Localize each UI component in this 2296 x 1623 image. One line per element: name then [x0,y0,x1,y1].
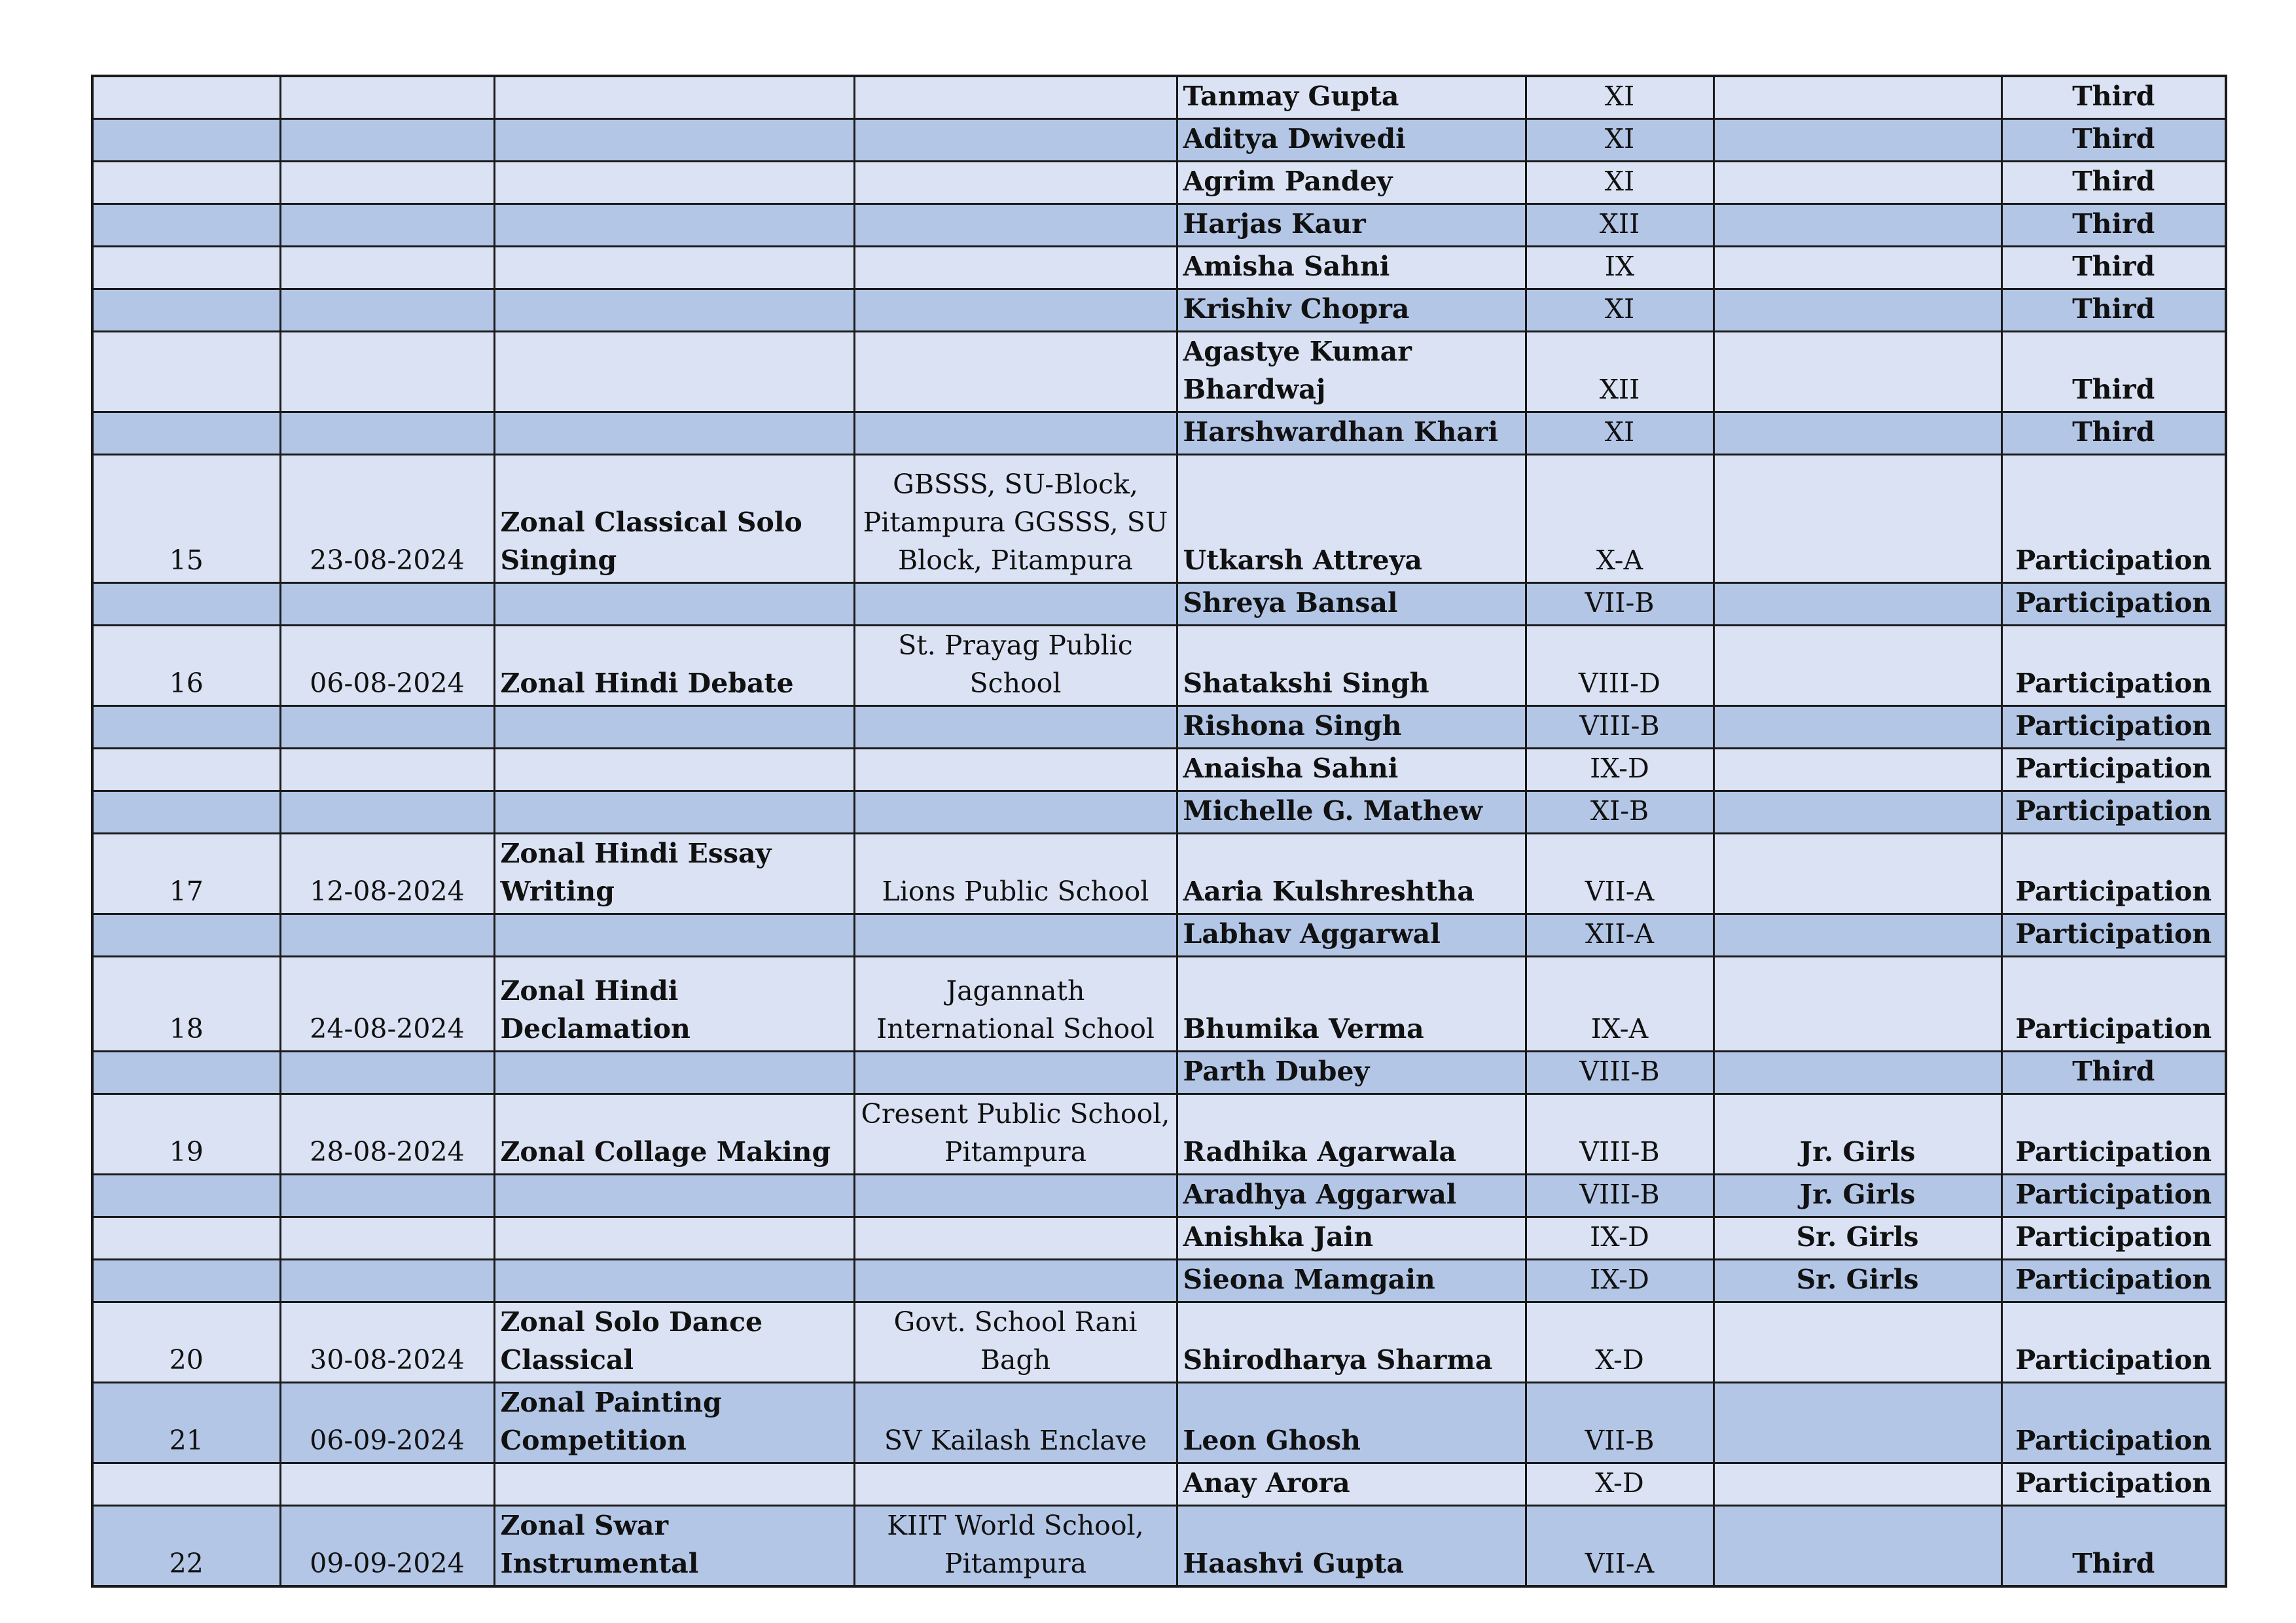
class-cell: XI [1526,412,1713,455]
result-cell: Participation [2001,749,2226,791]
result-cell: Third [2001,332,2226,412]
serial-number-cell [92,1463,280,1506]
date-cell [280,1052,494,1094]
venue-cell: GBSSS, SU-Block, Pitampura GGSSS, SU Block, Pitampura [854,455,1177,583]
table-row [92,957,2226,1052]
serial-number-cell [92,583,280,626]
event-cell [494,749,854,791]
result-cell: Participation [2001,1383,2226,1463]
serial-number-cell [92,119,280,162]
student-name-cell: Harjas Kaur [1177,204,1526,247]
serial-number-cell [92,204,280,247]
event-cell: Zonal Swar Instrumental [494,1506,854,1587]
serial-number-cell: 15 [92,455,280,583]
category-cell [1713,332,2001,412]
event-cell [494,332,854,412]
result-cell: Participation [2001,914,2226,957]
student-name-cell: Tanmay Gupta [1177,76,1526,119]
event-cell [494,791,854,834]
table-row [92,1260,2226,1302]
date-cell [280,1217,494,1260]
result-cell: Third [2001,119,2226,162]
student-name-cell: Krishiv Chopra [1177,289,1526,332]
event-cell [494,1463,854,1506]
serial-number-cell [92,706,280,749]
serial-number-cell [92,76,280,119]
table-row [92,119,2226,162]
serial-number-cell [92,1052,280,1094]
venue-cell [854,706,1177,749]
category-cell [1713,791,2001,834]
class-cell: VII-A [1526,1506,1713,1587]
date-cell: 23-08-2024 [280,455,494,583]
serial-number-cell [92,1217,280,1260]
table-row [92,583,2226,626]
class-cell: VII-B [1526,1383,1713,1463]
result-cell: Participation [2001,583,2226,626]
serial-number-cell: 19 [92,1094,280,1175]
class-cell: XI [1526,119,1713,162]
student-name-cell: Sieona Mamgain [1177,1260,1526,1302]
serial-number-cell [92,791,280,834]
event-cell: Zonal Hindi Debate [494,626,854,706]
student-name-cell: Shatakshi Singh [1177,626,1526,706]
venue-cell [854,749,1177,791]
table-row [92,1175,2226,1217]
date-cell [280,583,494,626]
venue-cell: Govt. School Rani Bagh [854,1302,1177,1383]
class-cell: VII-B [1526,583,1713,626]
table-row [92,1217,2226,1260]
event-cell: Zonal Hindi Essay Writing [494,834,854,914]
event-cell [494,119,854,162]
event-cell [494,204,854,247]
category-cell [1713,834,2001,914]
table-row [92,834,2226,914]
table-row [92,791,2226,834]
table-row [92,455,2226,583]
table-row [92,1302,2226,1383]
venue-cell [854,1463,1177,1506]
class-cell: IX [1526,247,1713,289]
table-row [92,914,2226,957]
class-cell: XI [1526,289,1713,332]
event-cell: Zonal Classical Solo Singing [494,455,854,583]
class-cell: XI [1526,76,1713,119]
event-cell [494,583,854,626]
date-cell [280,1175,494,1217]
date-cell [280,1463,494,1506]
table-row [92,289,2226,332]
student-name-cell: Aradhya Aggarwal [1177,1175,1526,1217]
student-name-cell: Agastye Kumar Bhardwaj [1177,332,1526,412]
class-cell: VIII-B [1526,1094,1713,1175]
category-cell [1713,162,2001,204]
serial-number-cell: 22 [92,1506,280,1587]
date-cell [280,412,494,455]
result-cell: Participation [2001,1217,2226,1260]
date-cell [280,1260,494,1302]
category-cell [1713,957,2001,1052]
result-cell: Third [2001,162,2226,204]
student-name-cell: Harshwardhan Khari [1177,412,1526,455]
student-name-cell: Anaisha Sahni [1177,749,1526,791]
category-cell [1713,1463,2001,1506]
class-cell: VIII-B [1526,1175,1713,1217]
venue-cell: KIIT World School, Pitampura [854,1506,1177,1587]
student-name-cell: Leon Ghosh [1177,1383,1526,1463]
result-cell: Participation [2001,626,2226,706]
class-cell: IX-D [1526,749,1713,791]
venue-cell [854,247,1177,289]
result-cell: Participation [2001,834,2226,914]
venue-cell [854,76,1177,119]
class-cell: VIII-D [1526,626,1713,706]
table-row [92,626,2226,706]
category-cell [1713,412,2001,455]
student-name-cell: Michelle G. Mathew [1177,791,1526,834]
serial-number-cell: 18 [92,957,280,1052]
venue-cell: St. Prayag Public School [854,626,1177,706]
date-cell [280,247,494,289]
venue-cell [854,1175,1177,1217]
category-cell [1713,1052,2001,1094]
table-row [92,204,2226,247]
student-name-cell: Aditya Dwivedi [1177,119,1526,162]
table-row [92,1052,2226,1094]
table-row [92,412,2226,455]
category-cell [1713,289,2001,332]
category-cell [1713,626,2001,706]
venue-cell [854,1052,1177,1094]
result-cell: Third [2001,1052,2226,1094]
serial-number-cell [92,289,280,332]
table-row [92,1383,2226,1463]
venue-cell [854,204,1177,247]
venue-cell: Cresent Public School, Pitampura [854,1094,1177,1175]
category-cell [1713,119,2001,162]
serial-number-cell [92,247,280,289]
venue-cell [854,1260,1177,1302]
results-table-body [92,76,2226,1586]
date-cell [280,119,494,162]
serial-number-cell: 17 [92,834,280,914]
table-row [92,162,2226,204]
student-name-cell: Labhav Aggarwal [1177,914,1526,957]
results-table [91,75,2227,1588]
table-row [92,1094,2226,1175]
class-cell: VIII-B [1526,706,1713,749]
table-row [92,706,2226,749]
event-cell [494,1052,854,1094]
event-cell [494,1217,854,1260]
student-name-cell: Parth Dubey [1177,1052,1526,1094]
result-cell: Participation [2001,1463,2226,1506]
class-cell: XI [1526,162,1713,204]
serial-number-cell [92,1175,280,1217]
category-cell [1713,1302,2001,1383]
class-cell: X-D [1526,1302,1713,1383]
event-cell [494,1260,854,1302]
class-cell: XII-A [1526,914,1713,957]
result-cell: Participation [2001,791,2226,834]
venue-cell [854,289,1177,332]
serial-number-cell [92,162,280,204]
class-cell: XII [1526,204,1713,247]
result-cell: Participation [2001,1175,2226,1217]
class-cell: VII-A [1526,834,1713,914]
category-cell [1713,76,2001,119]
date-cell: 28-08-2024 [280,1094,494,1175]
category-cell: Sr. Girls [1713,1260,2001,1302]
event-cell: Zonal Solo Dance Classical [494,1302,854,1383]
category-cell [1713,455,2001,583]
table-row [92,1506,2226,1587]
table-row [92,247,2226,289]
category-cell: Jr. Girls [1713,1094,2001,1175]
class-cell: IX-D [1526,1217,1713,1260]
result-cell: Third [2001,1506,2226,1587]
serial-number-cell: 21 [92,1383,280,1463]
venue-cell: Lions Public School [854,834,1177,914]
category-cell [1713,1383,2001,1463]
class-cell: IX-A [1526,957,1713,1052]
date-cell [280,76,494,119]
class-cell: XII [1526,332,1713,412]
student-name-cell: Radhika Agarwala [1177,1094,1526,1175]
serial-number-cell [92,1260,280,1302]
date-cell [280,204,494,247]
event-cell [494,1175,854,1217]
event-cell [494,247,854,289]
venue-cell: Jagannath International School [854,957,1177,1052]
serial-number-cell: 20 [92,1302,280,1383]
student-name-cell: Bhumika Verma [1177,957,1526,1052]
date-cell [280,706,494,749]
result-cell: Participation [2001,957,2226,1052]
result-cell: Third [2001,204,2226,247]
class-cell: X-D [1526,1463,1713,1506]
date-cell: 09-09-2024 [280,1506,494,1587]
venue-cell [854,791,1177,834]
date-cell [280,289,494,332]
venue-cell: SV Kailash Enclave [854,1383,1177,1463]
student-name-cell: Shirodharya Sharma [1177,1302,1526,1383]
category-cell: Sr. Girls [1713,1217,2001,1260]
date-cell [280,162,494,204]
result-cell: Third [2001,76,2226,119]
result-cell: Third [2001,247,2226,289]
date-cell [280,749,494,791]
category-cell: Jr. Girls [1713,1175,2001,1217]
date-cell [280,914,494,957]
student-name-cell: Rishona Singh [1177,706,1526,749]
serial-number-cell [92,914,280,957]
class-cell: X-A [1526,455,1713,583]
date-cell: 30-08-2024 [280,1302,494,1383]
student-name-cell: Anay Arora [1177,1463,1526,1506]
event-cell: Zonal Hindi Declamation [494,957,854,1052]
student-name-cell: Agrim Pandey [1177,162,1526,204]
result-cell: Participation [2001,1302,2226,1383]
table-row [92,76,2226,119]
venue-cell [854,119,1177,162]
serial-number-cell [92,332,280,412]
date-cell: 06-08-2024 [280,626,494,706]
category-cell [1713,706,2001,749]
venue-cell [854,914,1177,957]
result-cell: Participation [2001,455,2226,583]
category-cell [1713,583,2001,626]
date-cell: 12-08-2024 [280,834,494,914]
student-name-cell: Aaria Kulshreshtha [1177,834,1526,914]
venue-cell [854,583,1177,626]
category-cell [1713,1506,2001,1587]
student-name-cell: Shreya Bansal [1177,583,1526,626]
serial-number-cell: 16 [92,626,280,706]
date-cell: 06-09-2024 [280,1383,494,1463]
table-row [92,332,2226,412]
class-cell: XI-B [1526,791,1713,834]
event-cell [494,162,854,204]
result-cell: Third [2001,412,2226,455]
category-cell [1713,247,2001,289]
event-cell [494,706,854,749]
event-cell [494,412,854,455]
category-cell [1713,749,2001,791]
result-cell: Participation [2001,1260,2226,1302]
serial-number-cell [92,412,280,455]
event-cell [494,76,854,119]
event-cell: Zonal Collage Making [494,1094,854,1175]
student-name-cell: Haashvi Gupta [1177,1506,1526,1587]
venue-cell [854,332,1177,412]
student-name-cell: Anishka Jain [1177,1217,1526,1260]
result-cell: Participation [2001,1094,2226,1175]
date-cell: 24-08-2024 [280,957,494,1052]
venue-cell [854,162,1177,204]
class-cell: VIII-B [1526,1052,1713,1094]
class-cell: IX-D [1526,1260,1713,1302]
student-name-cell: Amisha Sahni [1177,247,1526,289]
venue-cell [854,1217,1177,1260]
event-cell: Zonal Painting Competition [494,1383,854,1463]
result-cell: Third [2001,289,2226,332]
venue-cell [854,412,1177,455]
event-cell [494,914,854,957]
event-cell [494,289,854,332]
serial-number-cell [92,749,280,791]
student-name-cell: Utkarsh Attreya [1177,455,1526,583]
date-cell [280,791,494,834]
category-cell [1713,204,2001,247]
table-row [92,749,2226,791]
table-row [92,1463,2226,1506]
category-cell [1713,914,2001,957]
result-cell: Participation [2001,706,2226,749]
date-cell [280,332,494,412]
